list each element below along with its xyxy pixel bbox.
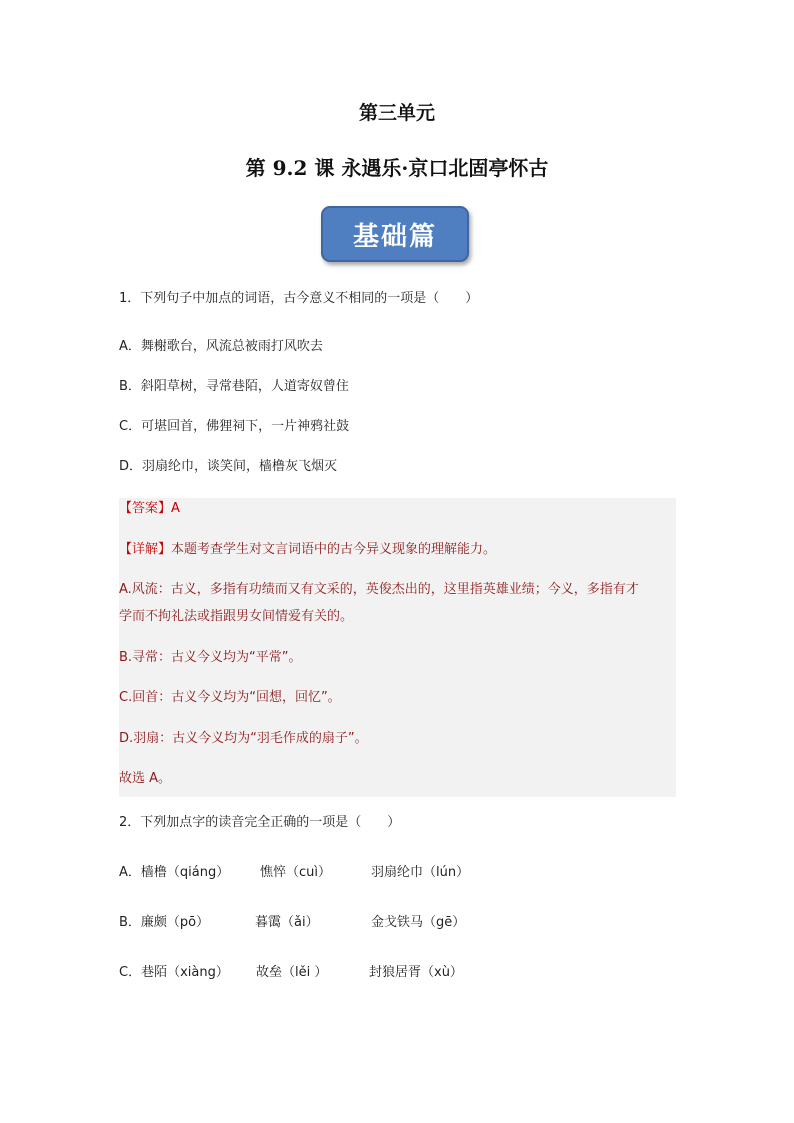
question-1-option-d: D．羽扇纶巾，谈笑间，樯橹灰飞烟灭: [119, 459, 338, 474]
conclusion: 故选 A。: [119, 771, 172, 786]
detail-label: 【详解】: [119, 542, 172, 557]
question-1-option-a: A．舞榭歌台，风流总被雨打风吹去: [119, 339, 323, 354]
question-2-option-b-item-2: 暮霭（ǎi）: [255, 915, 319, 930]
question-1-option-b: B．斜阳草树，寻常巷陌，人道寄奴曾住: [119, 379, 349, 394]
explanation-c: C.回首：古义今义均为“回想，回忆”。: [119, 690, 341, 705]
question-1-stem: 1．下列句子中加点的词语，古今意义不相同的一项是（ ）: [119, 291, 479, 306]
answer-line: [119, 500, 180, 518]
question-2-option-a-item-1: A．樯橹（qiáng）: [119, 865, 230, 880]
basic-section-badge: 基础篇: [321, 206, 469, 262]
answer-label: 【答案】: [119, 501, 172, 516]
answer-value: A: [171, 501, 180, 516]
explanation-a-line-1: A.风流：古义，多指有功绩而又有文采的，英俊杰出的，这里指英雄业绩；今义，多指有才: [119, 582, 639, 597]
explanation-a-line-2: 学而不拘礼法或指跟男女间情爱有关的。: [119, 609, 354, 624]
question-2-option-b-item-1: B．廉颇（pō）: [119, 915, 210, 930]
question-2-option-c-item-2: 故垒（lěi ）: [256, 965, 328, 980]
explanation-d: D.羽扇：古义今义均为“羽毛作成的扇子”。: [119, 731, 368, 746]
question-2-option-b-item-3: 金戈铁马（gē）: [371, 915, 466, 930]
lesson-title: 第 9.2 课 永遇乐·京口北固亭怀古: [245, 156, 549, 180]
detail-line: [119, 541, 496, 559]
question-2-option-c-item-3: 封狼居胥（xù）: [369, 965, 463, 980]
detail-text: 本题考查学生对文言词语中的古今异义现象的理解能力。: [171, 542, 497, 557]
question-2-option-c-item-1: C．巷陌（xiàng）: [119, 965, 229, 980]
question-1-option-c: C．可堪回首，佛狸祠下，一片神鸦社鼓: [119, 419, 350, 434]
question-2-stem: 2．下列加点字的读音完全正确的一项是（ ）: [119, 815, 401, 830]
question-2-option-a-item-2: 憔悴（cuì）: [260, 865, 331, 880]
question-2-option-a-item-3: 羽扇纶巾（lún）: [371, 865, 470, 880]
unit-title: 第三单元: [358, 102, 435, 124]
explanation-b: B.寻常：古义今义均为“平常”。: [119, 650, 302, 665]
